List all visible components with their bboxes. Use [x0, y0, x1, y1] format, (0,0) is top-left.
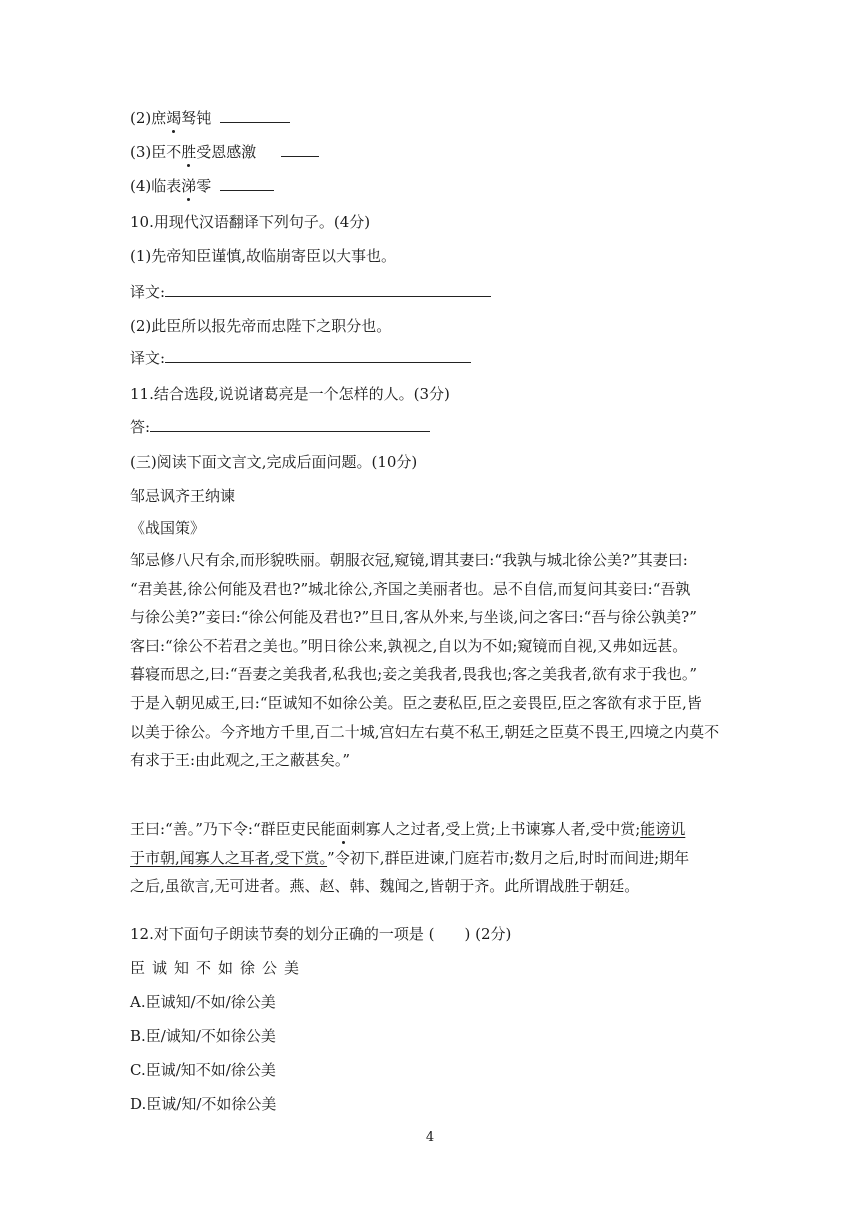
passage-line: 之后,虽欲言,无可进者。燕、赵、韩、魏闻之,皆朝于齐。此所谓战胜于朝廷。 — [130, 877, 640, 896]
q9-item-2-answer-blank[interactable] — [220, 108, 290, 123]
q12-option-a[interactable]: A.臣诚知/不如/徐公美 — [130, 993, 276, 1011]
q9-item-4-text-a: (4)临表 — [130, 177, 182, 195]
q9-item-3-answer-blank[interactable] — [281, 142, 319, 157]
page-number: 4 — [425, 1130, 435, 1145]
passage-paragraph-2 — [130, 815, 730, 901]
q12-sentence: 臣诚知不如徐公美 — [130, 959, 307, 977]
q9-item-3-dotted-char: 胜 — [181, 143, 197, 161]
q11-answer — [130, 417, 430, 437]
q10-answer-2-line[interactable] — [165, 348, 471, 363]
passage-line: 以美于徐公。今齐地方千里,百二十城,宫妇左右莫不私王,朝廷之臣莫不畏王,四境之内莫不 — [130, 722, 720, 741]
passage-line: “君美甚,徐公何能及君也?”城北徐公,齐国之美丽者也。忌不自信,而复问其妾曰:“吾孰 — [130, 579, 691, 598]
q9-item-2-text-a: (2)庶 — [130, 109, 167, 127]
q9-item-2 — [130, 108, 290, 128]
passage-text: 刺寡人之过者,受上赏;上书谏寡人者,受中赏; — [350, 820, 641, 838]
q12-option-c[interactable]: C.臣诚/知不如/徐公美 — [130, 1061, 276, 1079]
passage-paragraph-1 — [130, 546, 730, 775]
answer-label: 译文: — [130, 349, 166, 367]
q10-title: 10.用现代汉语翻译下列句子。(4分) — [130, 213, 371, 231]
q10-sentence-2: (2)此臣所以报先帝而忠陛下之职分也。 — [130, 317, 392, 335]
passage-line: 有求于王:由此观之,王之蔽甚矣。” — [130, 751, 350, 770]
q12-option-d[interactable]: D.臣诚/知/不如徐公美 — [130, 1095, 277, 1113]
q10-answer-1 — [130, 282, 491, 302]
q11-answer-line[interactable] — [150, 417, 430, 432]
passage-title: 邹忌讽齐王纳谏 — [130, 487, 236, 505]
passage-line: 于是入朝见威王,曰:“臣诚知不如徐公美。臣之妻私臣,臣之妾畏臣,臣之客欲有求于臣,皆 — [130, 693, 702, 712]
q10-sentence-1: (1)先帝知臣谨慎,故临崩寄臣以大事也。 — [130, 247, 397, 265]
passage-line: 与徐公美?”妾曰:“徐公何能及君也?”旦日,客从外来,与坐谈,问之客曰:“吾与徐公孰美?” — [130, 608, 697, 627]
passage-line: 暮寝而思之,曰:“吾妻之美我者,私我也;妾之美我者,畏我也;客之美我者,欲有求于我也。” — [130, 665, 698, 684]
q12-title: 12.对下面句子朗读节奏的划分正确的一项是 ( ) (2分) — [130, 925, 512, 943]
q12-option-b[interactable]: B.臣/诚知/不如徐公美 — [130, 1027, 276, 1045]
passage-line: 客曰:“徐公不若君之美也。”明日徐公来,孰视之,自以为不如;窥镜而自视,又弗如远甚。 — [130, 636, 688, 655]
q9-item-3-text-a: (3)臣不 — [130, 143, 182, 161]
q9-item-4-dotted-char: 涕 — [181, 177, 197, 195]
passage-text: 王曰:“善。”乃下令:“群臣吏民能 — [130, 820, 336, 838]
q9-item-4 — [130, 176, 274, 196]
passage-source: 《战国策》 — [130, 519, 206, 537]
dotted-char: 面 — [335, 820, 351, 838]
passage-line: 邹忌修八尺有余,而形貌昳丽。朝服衣冠,窥镜,谓其妻曰:“我孰与城北徐公美?”其妻曰: — [130, 551, 688, 569]
q9-item-4-text-b: 零 — [196, 177, 212, 195]
passage-line — [130, 844, 730, 873]
q9-item-4-answer-blank[interactable] — [220, 176, 274, 191]
q11-title: 11.结合选段,说说诸葛亮是一个怎样的人。(3分) — [130, 385, 450, 403]
q10-answer-1-line[interactable] — [165, 282, 491, 297]
underlined-text: 于市朝,闻寡人之耳者,受下赏。 — [130, 848, 328, 867]
passage-line — [130, 815, 730, 844]
answer-label: 译文: — [130, 283, 166, 301]
answer-label: 答: — [130, 418, 151, 436]
q9-item-3-text-b: 受恩感激 — [196, 143, 257, 161]
section3-heading: (三)阅读下面文言文,完成后面问题。(10分) — [130, 453, 418, 471]
q9-item-2-dotted-char: 竭 — [166, 109, 182, 127]
underlined-text: 能谤讥 — [640, 820, 686, 838]
q10-answer-2 — [130, 348, 471, 368]
passage-text: ”令初下,群臣进谏,门庭若市;数月之后,时时而间进;期年 — [327, 848, 690, 867]
q9-item-2-text-b: 驽钝 — [181, 109, 212, 127]
q9-item-3 — [130, 142, 319, 162]
